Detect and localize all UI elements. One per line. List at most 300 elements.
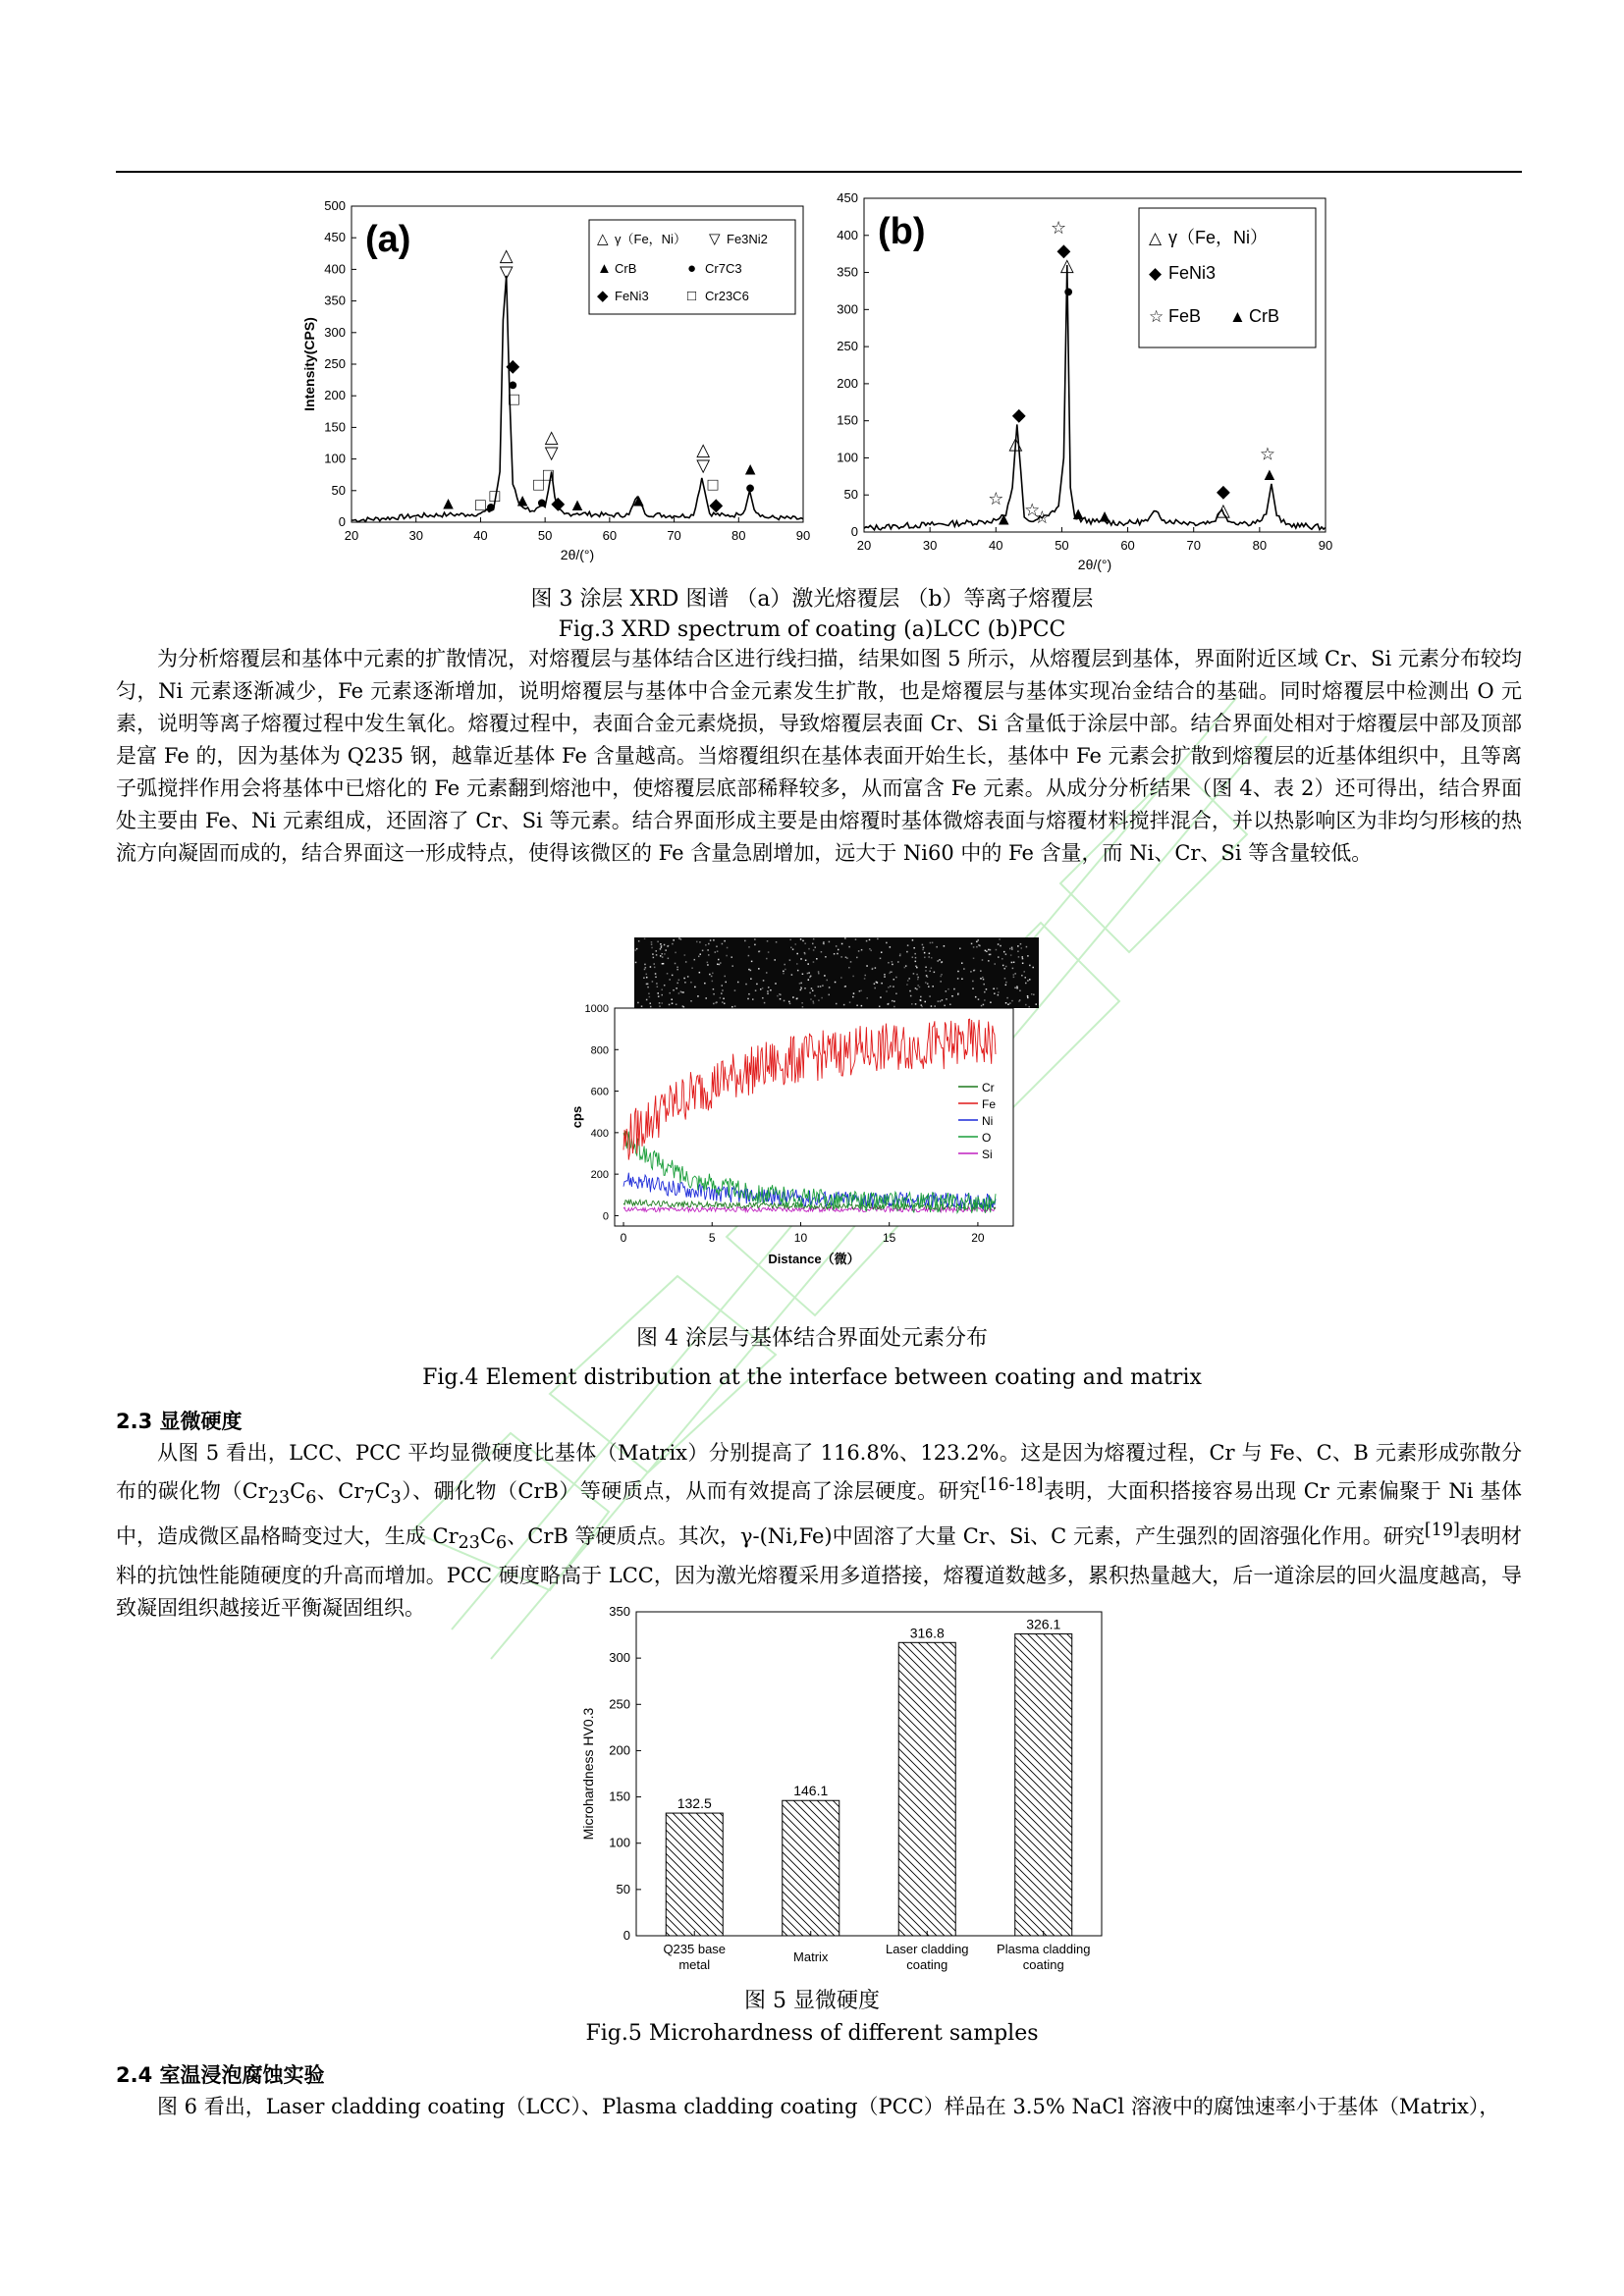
sem-noise-dot <box>646 999 648 1001</box>
sem-noise-dot <box>972 988 974 989</box>
sem-noise-dot <box>673 989 675 991</box>
sem-noise-dot <box>931 967 933 969</box>
sem-noise-dot <box>852 996 854 998</box>
sem-noise-dot <box>866 965 868 967</box>
sem-noise-dot <box>669 992 671 994</box>
peak-marker: ◆ <box>1011 404 1026 425</box>
sem-noise-dot <box>864 975 866 977</box>
sem-noise-dot <box>799 983 801 985</box>
sem-noise-dot <box>986 988 988 990</box>
sem-noise-dot <box>915 966 917 968</box>
sem-noise-dot <box>920 999 922 1000</box>
sem-noise-dot <box>712 981 714 983</box>
sem-noise-dot <box>881 951 883 953</box>
sem-noise-dot <box>802 940 804 942</box>
fig3-caption-en: Fig.3 XRD spectrum of coating (a)LCC (b)PCC <box>558 617 1066 642</box>
sem-noise-dot <box>734 989 736 991</box>
sem-noise-dot <box>919 987 921 988</box>
peak-marker: □ <box>474 494 486 514</box>
sem-noise-dot <box>989 954 991 956</box>
y-tick-label: 300 <box>609 1650 630 1666</box>
sem-noise-dot <box>766 972 768 974</box>
sem-noise-dot <box>884 976 886 978</box>
sem-noise-dot <box>653 957 655 959</box>
sem-noise-dot <box>859 990 861 992</box>
sem-noise-dot <box>750 970 752 972</box>
sem-noise-dot <box>821 951 823 953</box>
sem-noise-dot <box>687 976 689 978</box>
microhardness-chart <box>569 1600 1119 1993</box>
sem-noise-dot <box>1014 973 1016 975</box>
sem-noise-dot <box>881 983 883 985</box>
legend-label: Cr7C3 <box>705 261 742 276</box>
sem-noise-dot <box>998 994 1000 996</box>
sem-noise-dot <box>979 945 981 947</box>
peak-marker: □ <box>533 474 545 495</box>
sem-noise-dot <box>874 988 876 989</box>
sem-noise-dot <box>652 953 654 955</box>
sem-noise-dot <box>1016 988 1018 989</box>
sem-noise-dot <box>856 957 858 959</box>
sem-noise-dot <box>813 949 815 951</box>
sem-noise-dot <box>1027 955 1029 957</box>
sem-noise-dot <box>829 941 831 943</box>
sem-noise-dot <box>818 971 820 973</box>
peak-marker: ☆ <box>1034 507 1051 527</box>
sem-noise-dot <box>764 1002 766 1004</box>
y-tick-label: 150 <box>609 1789 630 1804</box>
y-tick-label: 200 <box>609 1742 630 1758</box>
sem-noise-dot <box>930 942 932 944</box>
sem-noise-dot <box>678 937 680 939</box>
sem-noise-dot <box>651 941 653 943</box>
sem-noise-dot <box>907 980 909 982</box>
peak-marker: ◆ <box>709 494 724 514</box>
sem-noise-dot <box>1013 962 1015 964</box>
sem-noise-dot <box>1029 965 1031 967</box>
sem-noise-dot <box>676 988 677 989</box>
sem-noise-dot <box>949 1004 951 1006</box>
sem-noise-dot <box>971 943 973 945</box>
sem-noise-dot <box>707 962 709 964</box>
sem-noise-dot <box>678 980 680 982</box>
sem-noise-dot <box>647 984 649 986</box>
sem-noise-dot <box>818 973 820 975</box>
y-tick-label: 400 <box>590 1127 609 1140</box>
peak-marker: ▲ <box>995 508 1013 529</box>
sem-noise-dot <box>705 997 707 999</box>
sem-noise-dot <box>1011 962 1013 964</box>
sem-noise-dot <box>836 1003 838 1005</box>
sem-noise-dot <box>874 983 876 985</box>
peak-marker: □ <box>707 474 719 495</box>
sem-noise-dot <box>657 992 659 994</box>
sem-noise-dot <box>929 995 931 997</box>
y-tick-label: 200 <box>590 1169 609 1182</box>
sem-noise-dot <box>888 962 890 964</box>
sem-noise-dot <box>660 948 662 950</box>
sem-noise-dot <box>884 974 886 976</box>
y-tick-label: 250 <box>609 1696 630 1712</box>
sem-noise-dot <box>751 961 753 963</box>
sem-noise-dot <box>986 951 988 953</box>
line-scan-chart <box>560 937 1060 1325</box>
sem-noise-dot <box>1009 948 1011 950</box>
sem-noise-dot <box>662 956 664 958</box>
sem-noise-dot <box>959 948 961 950</box>
sem-noise-dot <box>984 991 986 993</box>
sem-noise-dot <box>929 953 931 955</box>
sem-noise-dot <box>756 984 758 986</box>
sem-noise-dot <box>752 998 754 1000</box>
sem-noise-dot <box>808 948 810 950</box>
sem-noise-dot <box>705 944 707 946</box>
sem-noise-dot <box>650 1006 652 1008</box>
sem-noise-dot <box>737 982 739 984</box>
panel-label: (a) <box>365 219 411 260</box>
legend-symbol: ☆ <box>1149 307 1164 326</box>
paragraph-2: 从图 5 看出，LCC、PCC 平均显微硬度比基体（Matrix）分别提高了 116.8%、123.2%。这是因为熔覆过程，Cr 与 Fe、C、B 元素形成弥散分布的碳化物（$Cr_{23}C_6$、$Cr_7C_3$）、硼化物（CrB）等硬质点，从而有效提高了涂层硬度。研究[16-18]表明，大面积搭接容易出现 Cr 元素偏聚于 Ni 基体中，造成微区晶格畸变过大，生成 $Cr_{23}C_6$、CrB 等硬质点。其次，γ-(Ni,Fe)中固溶了大量 Cr、Si、C 元素，产生强烈的固溶强化作用。研究[19]表明材料的抗蚀性能随硬度的升高而增加。PCC 硬度略高于 LCC，因为激光熔覆采用多道搭接，熔覆道数越多，累积热量越大，后一道涂层的回火温度越高，导致凝固组织越接近平衡凝固组织。 <box>116 1441 1523 1621</box>
sem-noise-dot <box>661 988 663 990</box>
sem-noise-dot <box>976 946 978 948</box>
sem-noise-dot <box>721 992 723 994</box>
sem-noise-dot <box>886 942 888 944</box>
sem-noise-dot <box>924 957 926 959</box>
sem-noise-dot <box>888 987 890 988</box>
sem-noise-dot <box>875 967 877 969</box>
sem-noise-dot <box>1031 993 1033 995</box>
peak-marker: △ <box>544 427 559 448</box>
sem-noise-dot <box>892 961 893 963</box>
sem-noise-dot <box>983 984 985 986</box>
sem-noise-dot <box>744 940 746 942</box>
sem-noise-dot <box>1027 997 1029 999</box>
sem-noise-dot <box>656 954 658 956</box>
sem-noise-dot <box>656 983 658 985</box>
sem-noise-dot <box>654 967 656 969</box>
sem-noise-dot <box>993 988 995 989</box>
sem-noise-dot <box>1011 948 1013 950</box>
sem-noise-dot <box>818 986 820 988</box>
sem-noise-dot <box>932 942 934 944</box>
y-tick-label: 200 <box>324 388 346 403</box>
sem-noise-dot <box>715 951 717 953</box>
sem-noise-dot <box>820 986 822 988</box>
sem-noise-dot <box>681 991 683 993</box>
sem-noise-dot <box>792 996 794 998</box>
y-tick-label: 500 <box>324 198 346 213</box>
sem-noise-dot <box>893 1000 895 1002</box>
sem-noise-dot <box>940 976 942 978</box>
sem-noise-dot <box>906 951 908 953</box>
panel-label: (b) <box>878 211 926 252</box>
sem-noise-dot <box>940 1000 942 1002</box>
sem-noise-dot <box>936 946 938 948</box>
sem-noise-dot <box>805 960 807 962</box>
sem-noise-dot <box>957 993 959 995</box>
sem-noise-dot <box>999 938 1001 940</box>
sem-noise-dot <box>844 986 846 988</box>
sem-noise-dot <box>931 957 933 959</box>
sem-noise-dot <box>975 996 977 998</box>
sem-noise-dot <box>669 979 671 981</box>
bar <box>898 1642 955 1936</box>
sem-noise-dot <box>767 940 769 942</box>
legend-label: Ni <box>982 1114 994 1128</box>
x-tick-label: 5 <box>708 1231 716 1245</box>
sem-noise-dot <box>1020 943 1022 945</box>
sem-noise-dot <box>921 1006 923 1008</box>
sem-noise-dot <box>690 982 692 984</box>
sem-noise-dot <box>776 941 778 943</box>
sem-noise-dot <box>1028 1006 1030 1008</box>
sem-noise-dot <box>961 978 963 980</box>
sem-noise-dot <box>789 939 791 941</box>
legend-symbol: △ <box>597 231 609 247</box>
legend-symbol: ◆ <box>1149 264 1163 283</box>
sem-noise-dot <box>840 956 842 958</box>
x-tick-label: 20 <box>856 538 872 553</box>
sem-noise-dot <box>800 958 802 960</box>
sem-noise-dot <box>985 950 987 952</box>
sem-noise-dot <box>723 998 725 1000</box>
legend-label: Fe <box>982 1097 997 1111</box>
y-tick-label: 450 <box>837 190 858 205</box>
sem-noise-dot <box>684 982 686 984</box>
sem-noise-dot <box>939 959 941 961</box>
x-tick-label: 30 <box>408 528 423 543</box>
sem-noise-dot <box>697 995 699 997</box>
sem-noise-dot <box>1007 1003 1009 1005</box>
bar <box>666 1813 723 1936</box>
sem-noise-dot <box>829 994 831 996</box>
sem-noise-dot <box>1018 956 1020 958</box>
y-tick-label: 400 <box>837 227 858 242</box>
sem-noise-dot <box>1004 978 1006 980</box>
sem-noise-dot <box>944 945 946 947</box>
sem-noise-dot <box>668 958 670 960</box>
sem-noise-dot <box>998 991 1000 993</box>
sem-noise-dot <box>644 969 646 971</box>
sem-noise-dot <box>672 943 674 945</box>
peak-marker: ▲ <box>629 490 648 510</box>
y-tick-label: 400 <box>324 261 346 277</box>
peak-marker: ◆ <box>1056 240 1071 260</box>
sem-noise-dot <box>707 949 709 951</box>
sem-noise-dot <box>1017 945 1019 947</box>
sem-noise-dot <box>784 1000 785 1002</box>
sem-noise-dot <box>895 977 897 979</box>
sem-noise-dot <box>1016 986 1018 988</box>
sem-noise-dot <box>718 959 720 961</box>
y-tick-label: 350 <box>609 1604 630 1619</box>
sem-noise-dot <box>973 946 975 948</box>
sem-noise-dot <box>657 987 659 988</box>
xrd-chart-b <box>815 187 1345 575</box>
legend-label: FeNi3 <box>1168 263 1217 283</box>
sem-noise-dot <box>823 941 825 943</box>
sem-noise-dot <box>915 1003 917 1005</box>
sem-noise-dot <box>915 988 917 989</box>
x-axis-label: Distance（微） <box>768 1252 860 1266</box>
sem-noise-dot <box>696 941 698 943</box>
sem-noise-dot <box>917 985 919 987</box>
sem-noise-dot <box>961 962 963 964</box>
bar-data-label: 316.8 <box>909 1625 945 1641</box>
y-tick-label: 600 <box>590 1086 609 1098</box>
sem-noise-dot <box>1029 979 1031 981</box>
sem-noise-dot <box>669 1004 671 1005</box>
sem-noise-dot <box>840 977 842 979</box>
sem-noise-dot <box>750 978 752 980</box>
sem-noise-dot <box>677 967 678 969</box>
sem-noise-dot <box>953 988 955 990</box>
sem-noise-dot <box>699 972 701 974</box>
sem-noise-dot <box>790 947 792 949</box>
sem-noise-dot <box>1021 956 1023 958</box>
sem-noise-dot <box>922 949 924 951</box>
sem-noise-dot <box>892 964 893 966</box>
sem-noise-dot <box>913 947 915 949</box>
sem-noise-dot <box>852 976 854 978</box>
sem-noise-dot <box>709 974 711 976</box>
sem-noise-dot <box>856 1005 858 1007</box>
y-tick-label: 50 <box>843 487 858 503</box>
sem-noise-dot <box>835 982 837 984</box>
sem-noise-dot <box>1011 1000 1013 1002</box>
sem-noise-dot <box>822 985 824 987</box>
peak-marker: ▽ <box>499 261 514 282</box>
sem-noise-dot <box>973 970 975 972</box>
sem-noise-dot <box>636 948 638 950</box>
sem-noise-dot <box>804 953 806 955</box>
x-tick-label: 80 <box>731 528 746 543</box>
sem-noise-dot <box>984 999 986 1001</box>
y-tick-label: 1000 <box>584 1003 609 1015</box>
sem-noise-dot <box>710 939 712 941</box>
legend-symbol: ◆ <box>597 288 609 304</box>
sem-noise-dot <box>673 939 675 941</box>
sem-noise-dot <box>685 961 687 963</box>
sem-noise-dot <box>853 992 855 994</box>
sem-noise-dot <box>1032 967 1034 969</box>
sem-noise-dot <box>724 976 726 978</box>
sem-noise-dot <box>925 966 927 968</box>
x-tick-label: 20 <box>344 528 359 543</box>
sem-noise-dot <box>807 963 809 965</box>
bar-data-label: 146.1 <box>793 1783 829 1799</box>
sem-noise-dot <box>1013 977 1015 979</box>
sem-noise-dot <box>869 948 871 950</box>
peak-marker: □ <box>542 464 554 485</box>
sem-noise-dot <box>869 939 871 941</box>
sem-noise-dot <box>755 989 757 991</box>
sem-noise-dot <box>663 963 665 965</box>
peak-marker: △ <box>1217 500 1230 520</box>
sem-noise-dot <box>763 980 765 982</box>
sem-noise-dot <box>916 974 918 976</box>
sem-noise-dot <box>783 971 785 973</box>
sem-noise-dot <box>661 945 663 947</box>
sem-noise-dot <box>994 992 996 994</box>
sem-noise-dot <box>1006 997 1008 999</box>
y-tick-label: 0 <box>850 524 858 539</box>
x-tick-label: 70 <box>667 528 681 543</box>
sem-noise-dot <box>748 955 750 957</box>
peak-marker: □ <box>509 389 520 409</box>
sem-noise-dot <box>748 969 750 971</box>
sem-noise-dot <box>897 961 899 963</box>
sem-noise-dot <box>937 960 939 962</box>
sem-noise-dot <box>713 988 715 990</box>
x-tick-label: 60 <box>602 528 618 543</box>
peak-marker: ▽ <box>544 443 559 463</box>
sem-noise-dot <box>821 997 823 999</box>
sem-noise-dot <box>675 963 677 965</box>
sem-noise-dot <box>998 943 1000 945</box>
sem-noise-dot <box>690 1000 692 1002</box>
y-tick-label: 100 <box>609 1835 630 1850</box>
peak-marker: ● <box>1062 281 1074 301</box>
sem-noise-dot <box>724 1003 726 1005</box>
sem-noise-dot <box>849 1001 851 1003</box>
sem-noise-dot <box>922 944 924 946</box>
x-tick-label: 50 <box>537 528 553 543</box>
sem-noise-dot <box>912 939 914 941</box>
section-2-3-heading: 2.3 显微硬度 <box>116 1410 243 1433</box>
sem-noise-dot <box>658 995 660 997</box>
x-tick-label: 15 <box>883 1231 896 1245</box>
y-tick-label: 100 <box>837 450 858 465</box>
sem-noise-dot <box>713 993 715 995</box>
sem-noise-dot <box>645 967 647 969</box>
category-label: coating <box>906 1957 948 1972</box>
sem-noise-dot <box>762 997 764 999</box>
sem-noise-dot <box>1012 968 1014 970</box>
sem-noise-dot <box>672 975 674 977</box>
legend-symbol: ▲ <box>1229 307 1246 326</box>
sem-noise-dot <box>722 1001 724 1003</box>
peak-marker: ● <box>485 496 497 516</box>
sem-noise-dot <box>895 993 897 995</box>
sem-noise-dot <box>788 1001 790 1003</box>
sem-noise-dot <box>1010 954 1012 956</box>
sem-noise-dot <box>843 1004 845 1005</box>
sem-noise-dot <box>661 994 663 996</box>
sem-noise-dot <box>800 987 802 988</box>
sem-noise-dot <box>780 994 782 996</box>
sem-noise-dot <box>823 943 825 945</box>
sem-noise-dot <box>988 949 990 951</box>
sem-noise-dot <box>815 946 817 948</box>
sem-noise-dot <box>1021 947 1023 949</box>
y-tick-label: 0 <box>623 1928 630 1943</box>
sem-noise-dot <box>784 964 785 966</box>
sem-noise-dot <box>893 986 894 988</box>
sem-noise-dot <box>1021 975 1023 977</box>
sem-noise-dot <box>702 950 704 952</box>
sem-noise-dot <box>909 990 911 992</box>
y-tick-label: 0 <box>602 1210 609 1223</box>
sem-noise-dot <box>644 964 646 966</box>
paragraph-1: 为分析熔覆层和基体中元素的扩散情况，对熔覆层与基体结合区进行线扫描，结果如图 5 所示，从熔覆层到基体，界面附近区域 Cr、Si 元素分布较均匀，Ni 元素逐渐减少，Fe 元素逐渐增加，说明熔覆层与基体中合金元素发生扩散，也是熔覆层与基体实现冶金结合的基础。同时熔覆层中检测出 O 元素，说明等离子熔覆过程中发生氧化。熔覆过程中，表面合金元素烧损，导致熔覆层表面 Cr、Si 含量低于涂层中部。结合界面处相对于熔覆层中部及顶部是富 Fe 的，因为基体为 Q235 钢，越靠近基体 Fe 含量越高。当熔覆组织在基体表面开始生长，基体中 Fe 元素会扩散到熔覆层的近基体组织中，且等离子弧搅拌作用会将基体中已熔化的 Fe 元素翻到熔池中，使熔覆层底部稀释较多，从而富含 Fe 元素。从成分分析结果（图 4、表 2）还可得出，结合界面处主要由 Fe、Ni 元素组成，还固溶了 Cr、Si 等元素。结合界面形成主要是由熔覆时基体微熔表面与熔覆材料搅拌混合，并以热影响区为非均匀形核的热流方向凝固而成的，结合界面这一形成特点，使得该微区的 Fe 含量急剧增加，远大于 Ni60 中的 Fe 含量，而 Ni、Cr、Si 等含量较低。 <box>116 647 1522 865</box>
sem-noise-dot <box>907 944 909 946</box>
sem-noise-dot <box>785 969 786 971</box>
sem-noise-dot <box>641 1005 643 1007</box>
sem-noise-dot <box>889 973 891 975</box>
x-axis-label: 2θ/(°) <box>1077 557 1112 572</box>
x-tick-label: 50 <box>1055 538 1069 553</box>
